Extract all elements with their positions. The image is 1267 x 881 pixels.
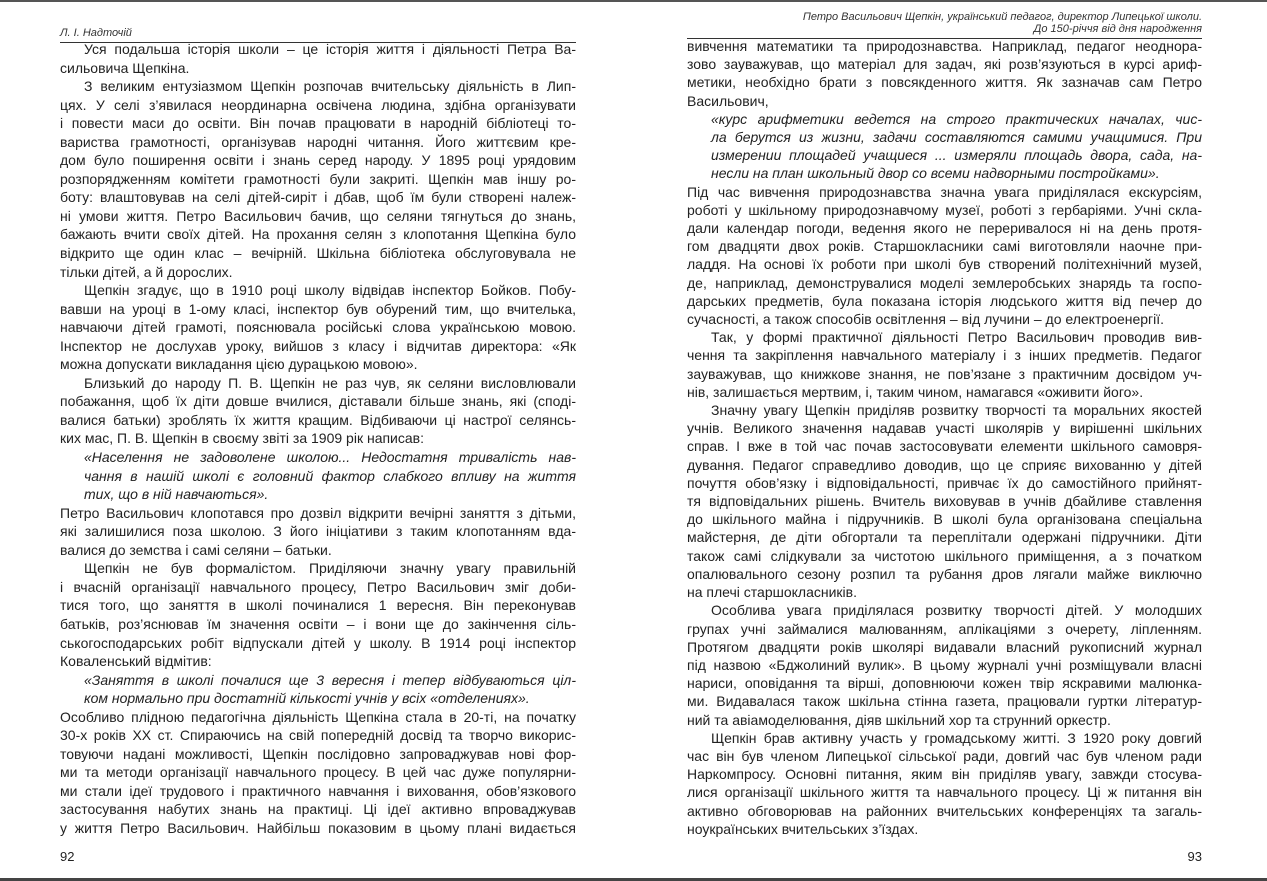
text-line: «курс арифметики ведется на строго практических началах, чис- [711,110,1202,127]
left-page [60,0,576,878]
text-line: Особливо плідною педагогічна діяльність Щепкіна стала в 20-ті, на початку [60,708,576,725]
text-line: чання в нашій школі є головний фактор слабкого впливу на життя [84,467,576,484]
text-line: цях. У селі з’явилася неординарна освічена людина, здібна організувати [60,96,576,113]
text-line: товуючи надані можливості, Щепкін послідовно запроваджував нові фор- [60,745,576,762]
text-line: побажання, щоб їх діти довше вчилися, діставали більше знань, які (споді- [60,393,576,410]
text-line: Близький до народу П. В. Щепкін не раз чув, як селяни висловлювали [84,374,576,391]
text-line: і вчасній організації навчального процесу, Петро Васильович зміг доби- [60,578,576,595]
text-line: боту: влаштовував на селі дітей-сиріт і дбав, щоб їм були створені належ- [60,189,576,206]
text-line: метики, необхідно брати з повсякденного життя. Як зазначав сам Петро [687,74,1202,91]
text-line: Щепкін не був формалістом. Приділяючи значну увагу правильній [84,560,576,577]
text-line: під назвою «Бджолиний вулик». В цьому журналі учні розміщували власні [687,656,1202,673]
text-line: дом було поширення освіти і знань серед народу. У 1895 році урядовим [60,152,576,169]
running-head-line: Л. І. Надточій [60,27,132,39]
text-line: чення та закріплення навчального матеріалу і з інших предметів. Педагог [687,347,1202,364]
paragraph [60,708,576,838]
paragraph [687,729,1202,838]
text-line: 30-х років XX ст. Спираючись на свій попередній досвід та творчо викорис- [60,727,576,744]
text-line: ні умови життя. Петро Васильович бачив, що селяни тягнуться до знань, [60,207,576,224]
body-text [60,40,576,838]
text-line: застосування набутих знань на практиці. Ці ідеї активно впроваджував [60,801,576,818]
paragraph [687,601,1202,728]
text-line: які залишилися поза школою. З його ініціативи з таким клопотанням вда- [60,523,576,540]
text-line: і повести маси до освіти. Він почав працювати в народній бібліотеці то- [60,115,576,132]
text-line: Під час вивчення природознавства значна увага приділялася екскурсіям, [687,183,1202,200]
text-line: вариства грамотності, організував народні читання. Його життєвим кре- [60,133,576,150]
text-line: нів, залишається мертвим, і, таким чином, намагався «оживити його». [687,383,1144,400]
text-line: учнів. Великого значення надавав участі школярів у вирішенні шкільних [687,420,1202,437]
text-line: тися того, що заняття в школі починалися 1 вересня. Він переконував [60,597,576,614]
paragraph [60,77,576,281]
block-quote [60,671,576,708]
text-line: справ. І вже в той час почав застосовувати елементи шкільного самовря- [687,438,1202,455]
text-line: активно обговорював на районних вчительських конференціях та загаль- [687,802,1202,819]
text-line: навчаючи дітей грамоті, пояснювала російські слова українською мовою. [60,319,576,336]
text-line: де, наприклад, демонструвалися моделі землеробських знарядь та госпо- [687,274,1202,291]
text-line: ноукраїнських вчительських з’їздах. [687,820,919,837]
text-line: бажають вчити своїх дітей. На прохання селян з клопотання Щепкіна було [60,226,576,243]
text-line: розпорядженням комітети грамотності були закриті. Щепкін мав іншу ро- [60,170,576,187]
text-line: роботі у шкільному природознавчому музеї, роботі з гербаріями. Учні скла- [687,201,1202,218]
paragraph [687,328,1202,401]
paragraph [60,281,576,374]
text-line: Щепкін брав активну участь у громадському житті. З 1920 року довгий [711,729,1202,746]
text-line: несли на план школьный двор со всеми надворными постройками». [711,165,1160,182]
text-line: до шкільного майна і підручників. В школі була організована спеціальна [687,511,1202,528]
text-line: почуття обов’язку і відповідальності, привчає їх до самостійного прийнят- [687,474,1202,491]
text-line: ких мас, П. В. Щепкін в своєму звіті за 1909 рік написав: [60,430,424,447]
text-line: Інспектор не дослухав уроку, вийшов з класу і відчитав директора: «Як [60,337,576,354]
block-quote [60,448,576,504]
text-line: Васильович, [687,92,769,109]
text-line: ми. Видавалася також шкільна стінна газета, працювали гуртки літератур- [687,693,1202,710]
text-line: Так, у формі практичної діяльності Петро Васильович проводив вив- [711,329,1202,346]
page-number: 92 [60,849,75,864]
text-line: батьків, роз’яснював їм значення освіти – і вони ще до закінчення сіль- [60,615,576,632]
text-line: валися батьки) зроблять їх життя кращим. Відбиваючи ці настрої селянсь- [60,411,576,428]
text-line: лися організації шкільного життя та навчального процесу. Ці ж питання він [687,784,1202,801]
block-quote [687,110,1202,183]
paragraph [687,401,1202,601]
text-line: Коваленський відмітив: [60,653,212,670]
paragraph [687,183,1202,329]
text-line: ком нормально при достатній кількості учнів у всіх «отделениях». [84,690,530,707]
running-head-title [687,11,1202,35]
text-line: тя відповідальних рішень. Вчитель виховував в учнів дбайливе ставлення [687,493,1202,510]
text-line: зауважував, що книжкове знання, не пов’язане з практичним досвідом уч- [687,365,1202,382]
text-line: гом двадцяти двох років. Старшокласники самі виготовляли наочне при- [687,238,1202,255]
body-text [687,37,1202,838]
text-line: Щепкін згадує, що в 1910 році школу відвідав інспектор Бойков. Побу- [84,282,576,299]
text-line: майстерня, де діти обгортали та переплітали одержані підручники. Діти [687,529,1202,546]
running-head-line: До 150-річчя від дня народження [1033,23,1202,35]
text-line: «Заняття в школі почалися ще 3 вересня і тепер відбуваються ціл- [84,671,576,688]
text-line: можна допускати викладання цією дурацькою мовою». [60,356,418,373]
text-line: сильовича Щепкіна. [60,59,190,76]
text-line: ний та авіамоделювання, діяв шкільний хор та струнний оркестр. [687,711,1111,728]
text-line: дування. Педагог справедливо доводив, що це сприяє вихованню у дітей [687,456,1202,473]
text-line: відкрито ще один клас – вечірній. Шкільна бібліотека обслуговувала не [60,245,576,262]
text-line: ладдя. На основі їх роботи при школі був створений політехнічний музей, [687,256,1202,273]
text-line: також самі слідкували за чистотою шкільного приміщення, а з початком [687,547,1202,564]
text-line: измерении площадей учащиеся ... измеряли площадь двора, сада, на- [711,147,1202,164]
text-line: Петро Васильович клопотався про дозвіл відкрити вечірні заняття з дітьми, [60,504,576,521]
text-line: нариси, оповідання та вірші, доповнюючи кожен твір яскравими малюнка- [687,675,1202,692]
page-number: 93 [1187,849,1202,864]
text-line: Протягом двадцяти років школярі видавали власний рукописний журнал [687,638,1202,655]
text-line: сучасності, а також способів освітлення – від лучини – до електроенергії. [687,311,1165,328]
paragraph [60,559,576,670]
text-line: Особлива увага приділялася розвитку творчості дітей. У молодших [711,602,1202,619]
text-line: час він був членом Липецької сільської ради, довгий час був членом ради [687,747,1202,764]
text-line: Значну увагу Щепкін приділяв розвитку творчості та моральних якостей [711,402,1202,419]
text-line: З великим ентузіазмом Щепкін розпочав вчительську діяльність в Лип- [84,78,576,95]
running-head-line: Петро Васильович Щепкін, український педагог, директор Липецької школи. [802,11,1202,23]
text-line: ми стали ідеї трудового і практичного навчання і виховання, обов’язкового [60,782,576,799]
text-line: опалювального сезону розпил та рубання дров лягали майже виключно [687,565,1202,582]
text-line: вивчення математики та природознавства. Наприклад, педагог неоднора- [687,38,1202,54]
text-line: Наркомпросу. Основні питання, яким він приділяв увагу, завжди стосува- [687,766,1202,783]
text-line: Уся подальша історія школи – це історія життя і діяльності Петра Ва- [84,41,576,57]
paragraph [60,374,576,448]
running-head-author [60,27,576,39]
text-line: ми та методи організації навчального процесу. В цей час дуже популярни- [60,764,576,781]
text-line: зово зауважував, що матеріал для задач, які розв’язуються в курсі ариф- [687,56,1202,73]
text-line: дали календар погоди, ведення якого не переривалося ні на день протя- [687,220,1202,237]
text-line: на плечі старшокласників. [687,584,857,601]
text-line: тих, що в ній навчаються». [84,486,269,503]
text-line: валися до земства і самі селяни – батьки. [60,541,332,558]
text-line: ла берутся из жизни, задачи составляются самими учащимися. При [711,129,1202,146]
text-line: групах учні займалися малюванням, аплікаціями з очерету, ліпленням. [687,620,1202,637]
paragraph [687,37,1202,110]
paragraph [60,40,576,77]
text-line: у життя Петро Васильович. Найбільш показовим в цьому плані видається [60,819,576,836]
text-line: ськогосподарських робіт відпускали дітей у школу. В 1914 році інспектор [60,634,576,651]
paragraph [60,504,576,560]
text-line: дарських предметів, була показана історія людського життя від печер до [687,292,1202,309]
text-line: вавши на уроці в 1-ому класі, інспектор був обурений тим, що вчителька, [60,300,576,317]
text-line: тільки дітей, а й дорослих. [60,263,233,280]
text-line: «Населення не задоволене школою... Недостатня тривалість нав- [84,449,576,466]
right-page [687,0,1202,878]
